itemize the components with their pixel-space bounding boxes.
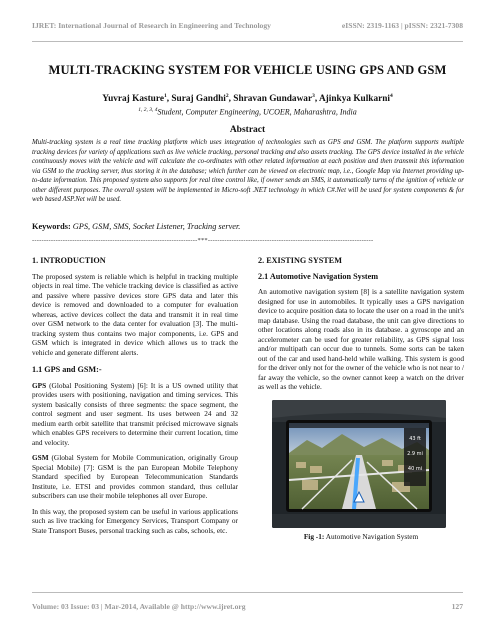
author-mark: 2 [225,93,229,99]
figure-caption-text: Automotive Navigation System [324,531,419,541]
gsm-paragraph [32,453,238,501]
distance-readout: 2.9 mi [407,450,423,457]
gsm-term: GSM [32,453,49,462]
author-name: Shravan Gundawar [233,94,313,105]
section-separator: ----------------------------------------------------------------------***---------------------------------------------------------------------- [32,237,374,244]
issn: eISSN: 2319-1163 | pISSN: 2321-7308 [341,21,463,30]
gps-paragraph [32,381,238,448]
section-heading-existing-system: 2. EXISTING SYSTEM [258,256,342,265]
section-heading-introduction: 1. INTRODUCTION [32,256,106,265]
author-name: Ajinkya Kulkarni [318,94,391,105]
header-rule [32,41,463,42]
author-mark: 1 [163,93,167,99]
distance-readout: 43 ft [409,435,421,442]
gsm-text: (Global System for Mobile Communication, originally Group Special Mobile) [7]: GSM is the pan European Mobile Telephony Standard specified by European Telecommunication Standards Institute, i.e. ETSI and provides common standard, thus cellular subscribers can use their mobile telephones all over Europe. [32,453,238,500]
keywords-text: GPS, GSM, SMS, Socket Listener, Tracking server. [72,222,241,231]
page-number: 127 [451,602,463,611]
keywords-label: Keywords: [32,222,71,231]
intro-paragraph: The proposed system is reliable which is helpful in tracking multiple objects in real time. The vehicle tracking device is classified as active and passive where passive devices store GPS data and later this device is removed and downloaded to a computer for evaluation whereas, active devices collect the data and transmit it in real time over GSM network to the data center for evaluation [3]. The multi-tracking system thus contains two major components, i.e. GPS and GSM which is integrated in device which allows us to track the vehicle and generate different alerts. [32,271,238,357]
abstract-heading: Abstract [229,125,266,135]
right-column [258,256,464,541]
affiliation-text: Student, Computer Engineering, UCOER, Maharashtra, India [157,107,357,117]
navigation-paragraph: An automotive navigation system [8] is a satellite navigation system designed for use in automobiles. It typically uses a GPS navigation device to acquire position data to locate the user on a road in the unit's map database. Using the road database, the unit can give directions to other locations along roads also in its database. a gyroscope and an accelerometer can be used for greater reliability, as GPS signal loss and/or multipath can occur due to tunnels. Some sorts can be taken out of the car and used hand-held while walking. This system is good for the driver only not for the owner of the vehicle who is not near to / far away the vehicle, so the owner cannot keep a watch on the driver as well as the vehicle. [258,287,464,391]
distance-readout: 40 mi [407,465,423,472]
author-list: Yuvraj Kasture$^1$, Suraj Gandhi$^2$, Shravan Gundawar$^3$, Ajinkya Kulkarni$^4$ [102,93,393,105]
author-mark: 4 [390,93,393,99]
gps-term: GPS [32,380,47,390]
gps-text: (Global Positioning System) [6]: It is a US owned utility that provides users with positioning, navigation and timing services. This system basically consists of three segments: the space segment, the control segment and user segment. Its uses between 24 and 32 medium earth orbit satellite that transmit précised microwave signals which enables GPS receivers to determine their current location, time and velocity. [32,380,238,447]
figure-caption [258,532,464,542]
footer-rule [32,592,463,593]
applications-paragraph: In this way, the proposed system can be useful in various applications such as live tracking for Emergency Services, Transport Company or State Transport Buses, personal tracking such as cabs, schools, etc. [32,506,238,535]
author-name: Suraj Gandhi [171,94,226,105]
paper-title: MULTI-TRACKING SYSTEM FOR VEHICLE USING GPS AND GSM [48,63,447,77]
navigation-screen-image [272,400,446,528]
abstract-text: Multi-tracking system is a real time tracking platform which uses integration of technologies such as GPS and GSM. The platform supports multiple tracking devices for variety of applications such as live vehicle tracking, personal tracking and also assets tracking. The GPS device installed in the vehicle continuously moves with the vehicle and will calculate the co-ordinates with other related information at each position and then transmit this information via GSM to the tracking server, thus storing it in the database; which further can be viewed on electronic map, i.e., Google Map via Internet providing up-to-date information. This proposed system also supports for real time control like, if owner sends an SMS, it automatically turns of the ignition of vehicle or other different purposes. The overall system will be implemented in Micro-soft .NET technology in which C#.Net will be used for system components & for web based ASP.Net will be used. [32,139,464,203]
subsection-heading-gps-gsm: 1.1 GPS and GSM:- [32,365,102,374]
left-column [32,256,238,541]
author-name: Yuvraj Kasture [102,94,164,105]
keywords [32,222,464,231]
author-mark: 3 [312,93,315,99]
figure-label: Fig -1: [303,531,325,541]
affiliation-marks: 1, 2, 3, 4 [138,107,158,113]
page-header [32,13,463,43]
navigation-map-illustration [272,400,446,528]
journal-name: IJRET: International Journal of Research in Engineering and Technology [32,21,271,30]
volume-info: Volume: 03 Issue: 03 | Mar-2014, Available @ http://www.ijret.org [32,602,246,611]
affiliation [20,107,475,117]
subsection-heading-navigation: 2.1 Automotive Navigation System [258,271,379,281]
